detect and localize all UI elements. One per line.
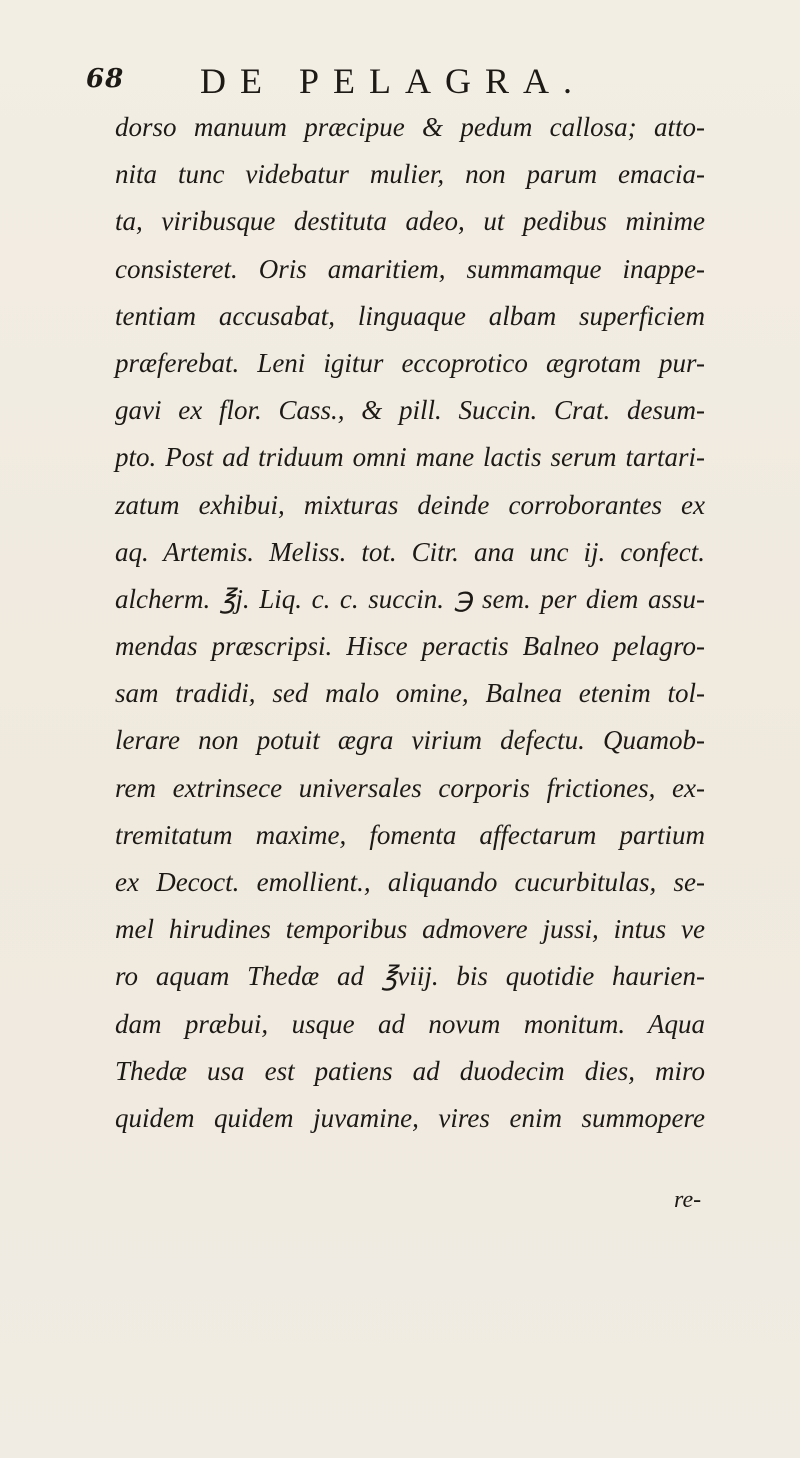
text-line: lerare non potuit ægra virium defectu. Quamob- [115,725,705,756]
text-line: mel hirudines temporibus admovere jussi, intus ve [115,914,705,945]
text-line: quidem quidem juvamine, vires enim summopere [115,1102,705,1133]
page-number: 68 [86,64,125,94]
text-line: ro aquam Thedæ ad ℥viij. bis quotidie haurien- [115,961,705,992]
catchword: re- [674,1187,702,1213]
text-line: consisteret. Oris amaritiem, summamque inappe- [115,253,705,284]
text-line: rem extrinsece universales corporis frictiones, ex- [115,772,705,803]
text-line: ex Decoct. emollient., aliquando cucurbitulas, se- [115,867,705,897]
text-line: ta, viribusque destituta adeo, ut pedibus minime [115,206,705,237]
text-line: gavi ex flor. Cass., & pill. Succin. Crat. desum- [115,395,705,426]
running-head: DE PELAGRA. [200,61,586,101]
text-line: pto. Post ad triduum omni mane lactis serum tartari- [115,442,705,473]
text-line: dam præbui, usque ad novum monitum. Aqua [115,1008,705,1039]
body-text [115,104,705,1142]
text-line: tentiam accusabat, linguaque albam superficiem [115,300,705,331]
text-line: Thedæ usa est patiens ad duodecim dies, miro [115,1055,705,1086]
text-line: nita tunc videbatur mulier, non parum emacia- [115,159,705,190]
text-line: dorso manuum præcipue & pedum callosa; atto- [115,112,705,142]
text-line: aq. Artemis. Meliss. tot. Citr. ana unc ij. confect. [115,536,705,567]
text-line: mendas præscripsi. Hisce peractis Balneo pelagro- [115,631,705,662]
text-line: sam tradidi, sed malo omine, Balnea etenim tol- [115,678,705,709]
text-line: præferebat. Leni igitur eccoprotico ægrotam pur- [115,347,705,378]
text-line: alcherm. ℥j. Liq. c. c. succin. ℈ sem. per diem assu- [115,583,705,614]
text-line: tremitatum maxime, fomenta affectarum partium [115,819,705,850]
text-line: zatum exhibui, mixturas deinde corroborantes ex [115,489,705,520]
